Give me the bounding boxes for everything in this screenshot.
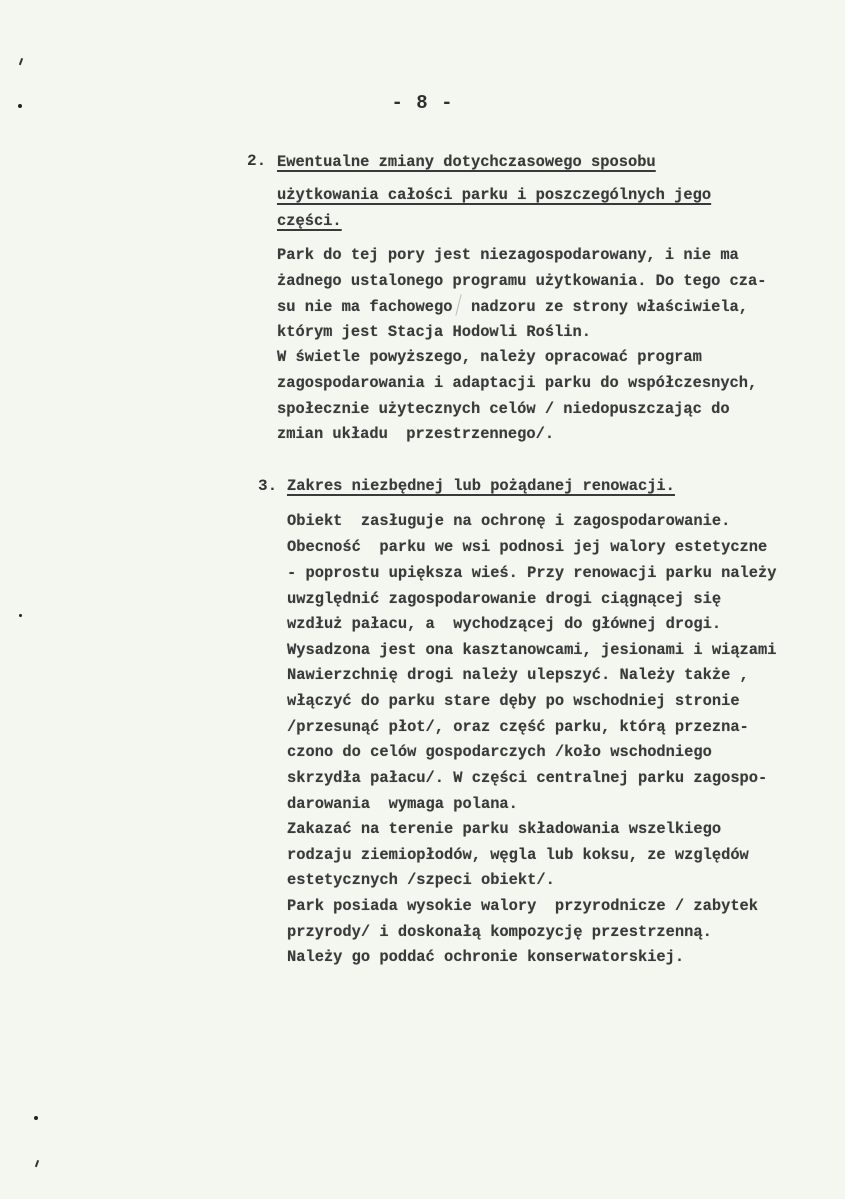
section-3-heading: Zakres niezbędnej lub pożądanej renowacji. — [287, 477, 675, 495]
section-3-body-line: Park posiada wysokie walory przyrodnicze / zabytek — [287, 897, 759, 915]
section-2-body-line: żadnego ustalonego programu użytkowania. Do tego cza- — [277, 272, 767, 290]
section-3-body-line: włączyć do parku stare dęby po wschodniej stronie — [287, 692, 740, 710]
section-3-body-line: estetycznych /szpeci obiekt/. — [287, 871, 555, 889]
section-2-body-line: zagospodarowania i adaptacji parku do współczesnych, — [277, 374, 758, 392]
section-3-number: 3. — [258, 477, 278, 495]
margin-mark — [35, 1160, 39, 1167]
section-3-body-line: skrzydła pałacu/. W części centralnej parku zagospo- — [287, 769, 768, 787]
section-2-heading-line: Ewentualne zmiany dotychczasowego sposobu — [277, 153, 656, 171]
section-2-body-line: zmian układu przestrzennego/. — [277, 425, 555, 443]
section-2-body-line: W świetle powyższego, należy opracować program — [277, 348, 702, 366]
section-3-body-line: uwzględnić zagospodarowanie drogi ciągnącej się — [287, 590, 722, 608]
section-3-body-line: darowania wymaga polana. — [287, 795, 518, 813]
section-3-body-line: Nawierzchnię drogi należy ulepszyć. Należy także , — [287, 666, 749, 684]
section-2-heading-line: części. — [277, 212, 342, 230]
section-3-body-line: Obiekt zasługuje na ochronę i zagospodarowanie. — [287, 512, 731, 530]
margin-mark — [19, 58, 23, 65]
section-2-body-line: Park do tej pory jest niezagospodarowany, i nie ma — [277, 246, 739, 264]
margin-mark — [34, 1116, 38, 1120]
section-2-body-line: którym jest Stacja Hodowli Roślin. — [277, 323, 592, 341]
section-3-body-line: /przesunąć płot/, oraz część parku, którą przezna- — [287, 718, 749, 736]
section-3-body-line: Należy go poddać ochronie konserwatorskiej. — [287, 948, 685, 966]
section-3-body-line: przyrody/ i doskonałą kompozycję przestrzenną. — [287, 923, 712, 941]
section-3-body-line: Obecność parku we wsi podnosi jej walory estetyczne — [287, 538, 768, 556]
section-2-number: 2. — [247, 152, 267, 170]
section-3-body-line: Wysadzona jest ona kasztanowcami, jesionami i wiązami — [287, 641, 777, 659]
section-3-body-line: - poprostu upiększa wieś. Przy renowacji parku należy — [287, 564, 777, 582]
margin-mark — [19, 614, 22, 617]
page-number: - 8 - — [391, 92, 454, 114]
section-3-body-line: Zakazać na terenie parku składowania wszelkiego — [287, 820, 722, 838]
section-3-body-line: wzdłuż pałacu, a wychodzącej do głównej drogi. — [287, 615, 722, 633]
section-3-body-line: czono do celów gospodarczych /koło wschodniego — [287, 743, 712, 761]
section-2-body-line: społecznie użytecznych celów / niedopuszczając do — [277, 400, 730, 418]
section-2-body-line: su nie ma fachowego nadzoru ze strony właściwiela, — [277, 298, 749, 316]
section-2-heading-line: użytkowania całości parku i poszczególnych jego — [277, 186, 712, 204]
section-3-body-line: rodzaju ziemiopłodów, węgla lub koksu, ze względów — [287, 846, 749, 864]
